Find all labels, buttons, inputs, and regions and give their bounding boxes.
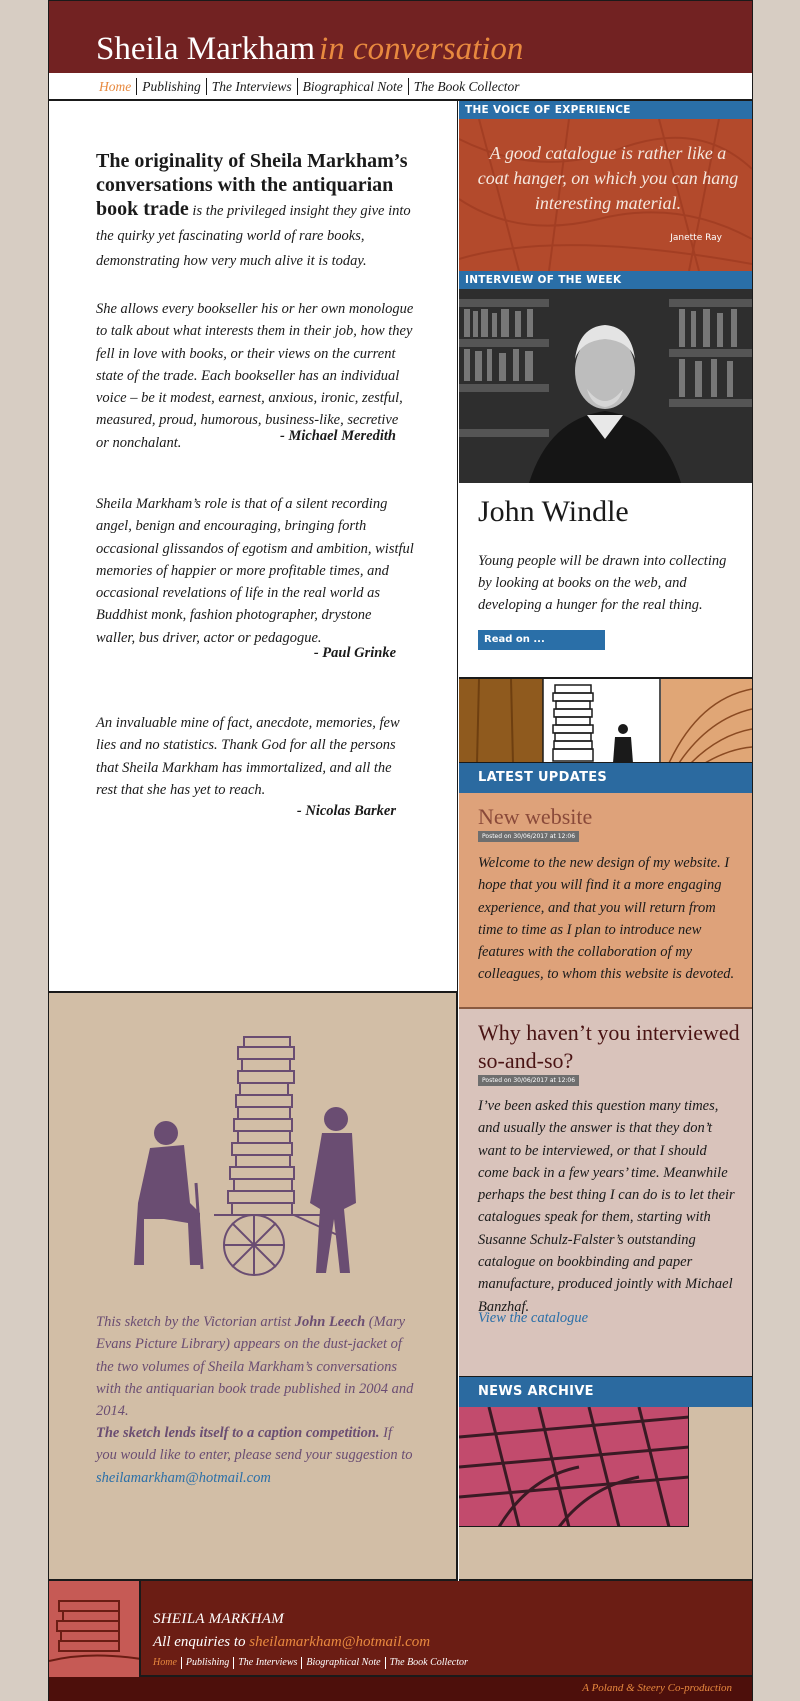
nav-interviews[interactable]: The Interviews	[206, 78, 297, 95]
sketch-caption	[96, 1311, 414, 1422]
interviewee-name[interactable]: John Windle	[478, 495, 629, 528]
update-post	[459, 1009, 752, 1377]
sketch-panel	[49, 993, 458, 1581]
footer-enquiries-label: All enquiries to	[153, 1634, 250, 1650]
sketch-caption-pre: This sketch by the Victorian artist	[96, 1314, 295, 1330]
interview-blurb: Young people will be drawn into collecting by looking at books on the web, and developing a hunger for the real thing.	[478, 553, 727, 613]
footer-name: SHEILA MARKHAM	[153, 1611, 284, 1627]
quote-author: - Nicolas Barker	[296, 803, 396, 819]
site-name: Sheila Markham	[96, 31, 316, 67]
update-post	[459, 793, 752, 1009]
site-title[interactable]	[96, 31, 523, 68]
intro-heading-rest: is the privileged insight they give into the quirky yet fascinating world of rare books, demonstrating how very much alive it is today.	[96, 203, 411, 269]
update-date: Posted on 30/06/2017 at 12:06	[478, 831, 579, 842]
footer-enquiries	[153, 1634, 430, 1651]
intro-heading-bold: The originality of Sheila Markham’s conversations with the antiquarian book trade	[96, 150, 408, 220]
footer-navigation	[153, 1657, 472, 1669]
footer-nav-book-collector[interactable]: The Book Collector	[385, 1657, 472, 1669]
page	[48, 0, 753, 1701]
nav-biographical-note[interactable]: Biographical Note	[297, 78, 408, 95]
caption-competition-title: The sketch lends itself to a caption competition.	[96, 1425, 380, 1441]
caption-competition-text: If you would like to enter, please send your suggestion to	[96, 1425, 413, 1464]
masthead	[49, 0, 752, 73]
quote-text: Sheila Markham’s role is that of a silent recording angel, benign and encouraging, bringing forth occasional glissandos of egotism and ambition, wistful memories of happier or more profitable times, and occasional revelations of life in the real world as Buddhist monk, fashion photographer, drystone waller, bus driver, actor or pedagogue.	[96, 496, 414, 646]
footer	[49, 1581, 752, 1677]
decorative-image-strip	[459, 679, 752, 763]
credit-text: A Poland & Steery Co-production	[582, 1682, 732, 1694]
interview-of-week-panel	[459, 483, 752, 679]
view-catalogue-link[interactable]: View the catalogue	[478, 1310, 589, 1326]
credit-bar	[49, 1677, 752, 1701]
voice-of-experience-panel	[459, 119, 752, 271]
nav-publishing[interactable]: Publishing	[136, 78, 206, 95]
nav-book-collector[interactable]: The Book Collector	[408, 78, 525, 95]
interviewee-photo[interactable]	[459, 289, 752, 483]
caption-competition	[96, 1422, 414, 1489]
footer-nav-biographical-note[interactable]: Biographical Note	[301, 1657, 384, 1669]
update-body: I’ve been asked this question many times, and usually the answer is that they don’t want to be interviewed, or that I should come back in a few years’ time. Meanwhile perhaps the best thing I can do is to let their catalogues speak for them, starting with Susanne Schulz-Falster’s outstanding catalogue on bookbinding and paper manufacture, produced jointly with Michael Banzhaf.	[478, 1098, 735, 1315]
portrait-image	[459, 289, 752, 483]
quote-author: - Paul Grinke	[313, 645, 396, 661]
update-body: Welcome to the new design of my website. I hope that you will find it a more engaging experience, and that you will return from time to time as I plan to introduce new features with the collaboration of my colleagues, to whom this website is devoted.	[478, 855, 735, 983]
decorative-sketches	[459, 679, 752, 763]
sketch-artist: John Leech	[294, 1314, 366, 1330]
update-date: Posted on 30/06/2017 at 12:06	[478, 1075, 579, 1086]
voice-of-experience-heading: THE VOICE OF EXPERIENCE	[459, 101, 752, 119]
experience-quote: A good catalogue is rather like a coat hanger, on which you can hang interesting material.	[477, 143, 739, 213]
update-title[interactable]: New website	[478, 804, 593, 829]
site-tagline: in conversation	[319, 31, 524, 67]
nav-home[interactable]: Home	[99, 79, 132, 94]
news-archive-heading[interactable]: NEWS ARCHIVE	[459, 1377, 752, 1407]
footer-nav-home[interactable]: Home	[153, 1657, 177, 1668]
footer-book-sketch	[49, 1581, 141, 1677]
intro-heading	[96, 149, 414, 272]
footer-email-link[interactable]: sheilamarkham@hotmail.com	[249, 1634, 431, 1650]
latest-updates-heading: LATEST UPDATES	[459, 763, 752, 793]
interview-of-week-heading: INTERVIEW OF THE WEEK	[459, 271, 752, 289]
footer-nav-publishing[interactable]: Publishing	[181, 1657, 233, 1669]
footer-nav-interviews[interactable]: The Interviews	[233, 1657, 301, 1669]
read-on-button[interactable]: Read on ...	[478, 630, 605, 650]
quote-text: She allows every bookseller his or her own monologue to talk about what interests them in their job, how they fell in love with books, or their views on the current state of the trade. Each bookseller has an individual voice – be it modest, earnest, anxious, ironic, zestful, measured, proud, humorous, business-like, secretive or nonchalant.	[96, 301, 414, 451]
quote-text: An invaluable mine of fact, anecdote, memories, few lies and no statistics. Thank God for all the persons that Sheila Markham has immortalized, and all the rest that she has yet to reach.	[96, 715, 400, 798]
archive-woodcut	[459, 1407, 689, 1527]
footer-thumbnail	[49, 1581, 141, 1677]
quote-author: - Michael Meredith	[280, 428, 396, 444]
update-title[interactable]: Why haven’t you interviewed so-and-so?	[478, 1020, 740, 1073]
contact-email-link[interactable]: sheilamarkham@hotmail.com	[96, 1469, 271, 1486]
victorian-sketch-illustration	[104, 1033, 404, 1293]
experience-quote-author: Janette Ray	[670, 233, 722, 243]
top-navigation	[49, 73, 752, 101]
news-archive-image[interactable]	[459, 1407, 689, 1527]
news-archive-panel	[459, 1407, 752, 1581]
quotes-section	[49, 101, 458, 993]
sketch-caption-post: (Mary Evans Picture Library) appears on the dust-jacket of the two volumes of Sheila Markham’s conversations with the antiquarian book trade published in 2004 and 2014.	[96, 1314, 414, 1420]
